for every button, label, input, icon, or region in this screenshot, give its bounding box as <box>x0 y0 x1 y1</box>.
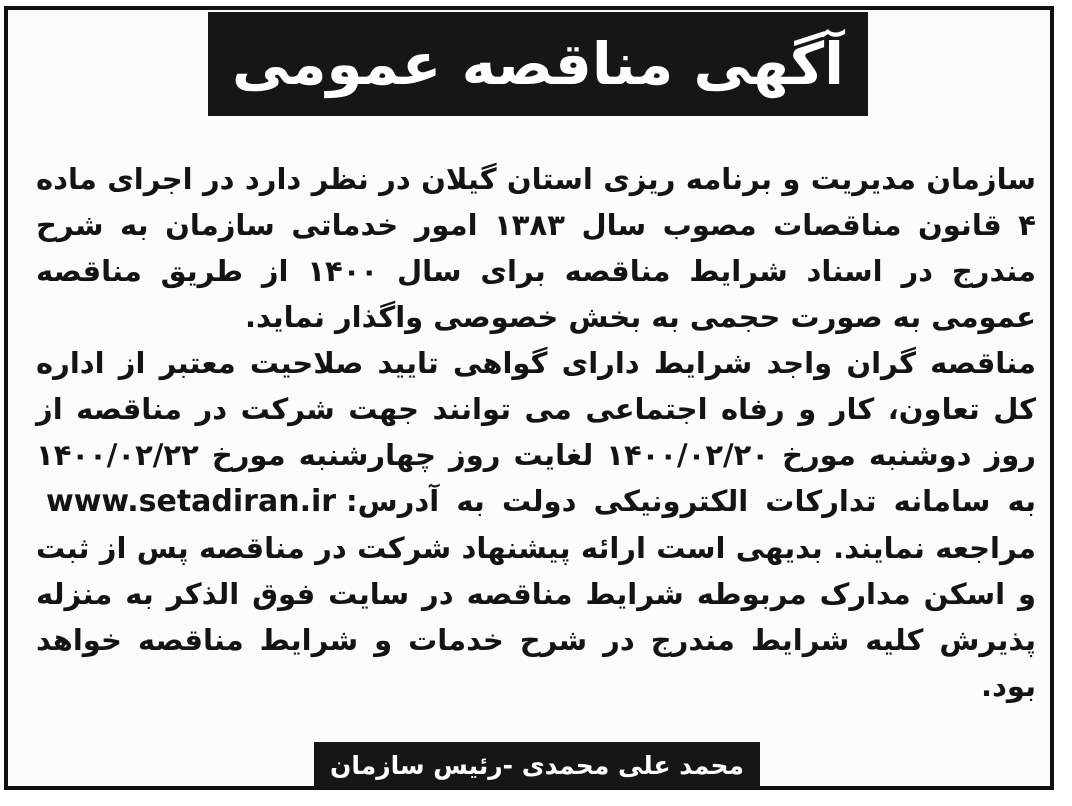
conditions-text-end: مراجعه نمایند. بدیهی است ارائه پیشنهاد شرکت در مناقصه پس از ثبت و اسکن مدارک مربوطه شرایط مناقصه در سایت فوق الذکر به منزله پذیرش کلیه شرایط مندرج در شرح خدمات و شرایط مناقصه خواهد بود. <box>36 531 1036 703</box>
notice-frame <box>4 6 1054 790</box>
notice-body <box>36 156 1036 709</box>
title-banner <box>208 12 868 116</box>
signature-banner <box>314 742 760 788</box>
paragraph-tender-intent: سازمان مدیریت و برنامه ریزی استان گیلان در نظر دارد در اجرای ماده ۴ قانون مناقصات مصوب سال ۱۳۸۳ امور خدماتی سازمان به شرح مندرج در اسناد شرایط مناقصه برای سال ۱۴۰۰ از طریق مناقصه عمومی به صورت حجمی به بخش خصوصی واگذار نماید. <box>36 162 1036 334</box>
setadiran-url: www.setadiran.ir <box>46 484 337 519</box>
signature-text: محمد علی محمدی -رئیس سازمان <box>330 750 744 780</box>
paragraph-tender-conditions <box>36 340 1036 709</box>
conditions-text-start: مناقصه گران واجد شرایط دارای گواهی تایید صلاحیت معتبر از اداره کل تعاون، کار و رفاه اجتماعی می توانند جهت شرکت در مناقصه از روز دوشنبه مورخ ۱۴۰۰/۰۲/۲۰ لغایت روز چهارشنبه مورخ ۱۴۰۰/۰۲/۲۲ به سامانه تدارکات الکترونیکی دولت به آدرس: <box>36 346 1036 518</box>
notice-title: آگهی مناقصه عمومی <box>231 30 845 98</box>
